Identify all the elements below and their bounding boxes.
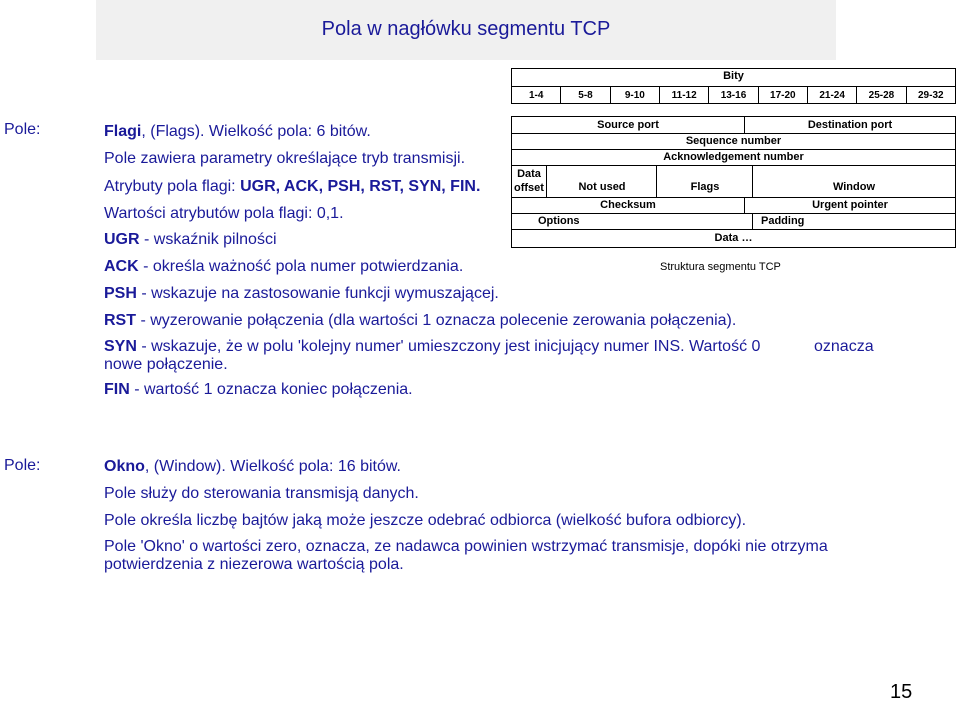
flag-syn-desc-cont: nowe połączenie. xyxy=(104,356,228,373)
flags-attrs-list: UGR, ACK, PSH, RST, SYN, FIN. xyxy=(240,178,481,195)
flag-ack xyxy=(104,257,463,276)
bit-cell: 1-4 xyxy=(528,90,544,101)
bits-title: Bity xyxy=(723,70,744,82)
data-offset-cell xyxy=(512,165,546,197)
window-name: Okno xyxy=(104,458,145,475)
flag-ugr xyxy=(104,230,277,249)
flag-fin xyxy=(104,380,413,399)
tcp-row-checksum xyxy=(512,197,955,214)
tcp-row-sequence xyxy=(512,133,955,150)
bit-cell: 11-12 xyxy=(659,87,708,103)
flags-attrs-label: Atrybuty pola flagi: xyxy=(104,178,241,195)
bits-row xyxy=(512,86,955,103)
window-line-4: Pole 'Okno' o wartości zero, oznacza, ze nadawca powinien wstrzymać transmisje, dopóki nie otrzyma xyxy=(104,538,828,555)
flags-cell: Flags xyxy=(656,165,753,197)
flags-line-1 xyxy=(104,122,371,141)
flag-rst xyxy=(104,311,736,330)
flags-size-text: , (Flags). Wielkość pola: 6 bitów. xyxy=(141,123,371,140)
flag-ack-name: ACK xyxy=(104,258,139,275)
flag-ugr-name: UGR xyxy=(104,231,140,248)
tcp-row-ack xyxy=(512,149,955,166)
flags-name: Flagi xyxy=(104,123,142,140)
flag-psh xyxy=(104,284,499,303)
flag-fin-name: FIN xyxy=(104,381,130,398)
sequence-number-cell: Sequence number xyxy=(685,135,782,147)
page-title: Pola w nagłówku segmentu TCP xyxy=(321,18,611,40)
flag-syn-desc: - wskazuje, że w polu 'kolejny numer' umieszczony jest inicjujący numer INS. Wartość 0 xyxy=(136,338,761,355)
flag-ack-desc: - określa ważność pola numer potwierdzania. xyxy=(138,258,464,275)
flag-ugr-desc: - wskaźnik pilności xyxy=(139,231,277,248)
flags-line-3 xyxy=(104,177,480,196)
window-line-3: Pole określa liczbę bajtów jaką może jeszcze odebrać odbiorca (wielkość bufora odbiorcy). xyxy=(104,512,747,529)
not-used-cell: Not used xyxy=(546,165,657,197)
bit-cell: 25-28 xyxy=(856,87,905,103)
options-cell: Options xyxy=(538,215,580,227)
pole-label-flags: Pole: xyxy=(4,121,41,138)
flag-syn-name: SYN xyxy=(104,338,137,355)
flag-rst-desc: - wyzerowanie połączenia (dla wartości 1 oznacza polecenie zerowania połączenia). xyxy=(136,312,737,329)
window-line-5: potwierdzenia z niezerowa wartością pola. xyxy=(104,556,404,573)
destination-port-cell: Destination port xyxy=(744,117,955,133)
bit-cell: 5-8 xyxy=(560,87,609,103)
bit-cell: 21-24 xyxy=(807,87,856,103)
tcp-segment-table xyxy=(511,116,956,248)
bit-cell: 29-32 xyxy=(906,87,955,103)
data-offset-label-1: Data xyxy=(517,168,541,180)
window-line-2: Pole służy do sterowania transmisją danych. xyxy=(104,485,419,502)
checksum-cell: Checksum xyxy=(600,199,656,211)
flag-psh-name: PSH xyxy=(104,285,137,302)
window-cell: Window xyxy=(752,165,955,197)
pole-label-window: Pole: xyxy=(4,457,41,474)
tcp-row-options xyxy=(512,213,955,230)
window-line-1 xyxy=(104,457,401,476)
data-cell: Data … xyxy=(714,232,753,244)
flags-line-2: Pole zawiera parametry określające tryb transmisji. xyxy=(104,150,466,167)
flag-syn-desc-end: oznacza xyxy=(814,338,874,355)
bit-cell: 9-10 xyxy=(610,87,659,103)
flags-line-4: Wartości atrybutów pola flagi: 0,1. xyxy=(104,205,344,222)
flag-fin-desc: - wartość 1 oznacza koniec połączenia. xyxy=(129,381,413,398)
page-number: 15 xyxy=(890,681,913,703)
diagram-caption: Struktura segmentu TCP xyxy=(660,261,781,273)
tcp-row-offset xyxy=(512,165,955,198)
flag-syn xyxy=(104,337,760,356)
window-size-text: , (Window). Wielkość pola: 16 bitów. xyxy=(144,458,401,475)
padding-cell: Padding xyxy=(752,213,955,229)
bit-cell: 17-20 xyxy=(758,87,807,103)
tcp-row-ports xyxy=(512,117,955,134)
flag-psh-desc: - wskazuje na zastosowanie funkcji wymuszającej. xyxy=(136,285,499,302)
ack-number-cell: Acknowledgement number xyxy=(663,151,804,163)
bits-header xyxy=(511,68,956,104)
bit-cell: 13-16 xyxy=(708,87,757,103)
flag-rst-name: RST xyxy=(104,312,136,329)
data-offset-label-2: offset xyxy=(514,182,544,194)
source-port-cell: Source port xyxy=(597,119,659,131)
urgent-pointer-cell: Urgent pointer xyxy=(744,197,955,213)
